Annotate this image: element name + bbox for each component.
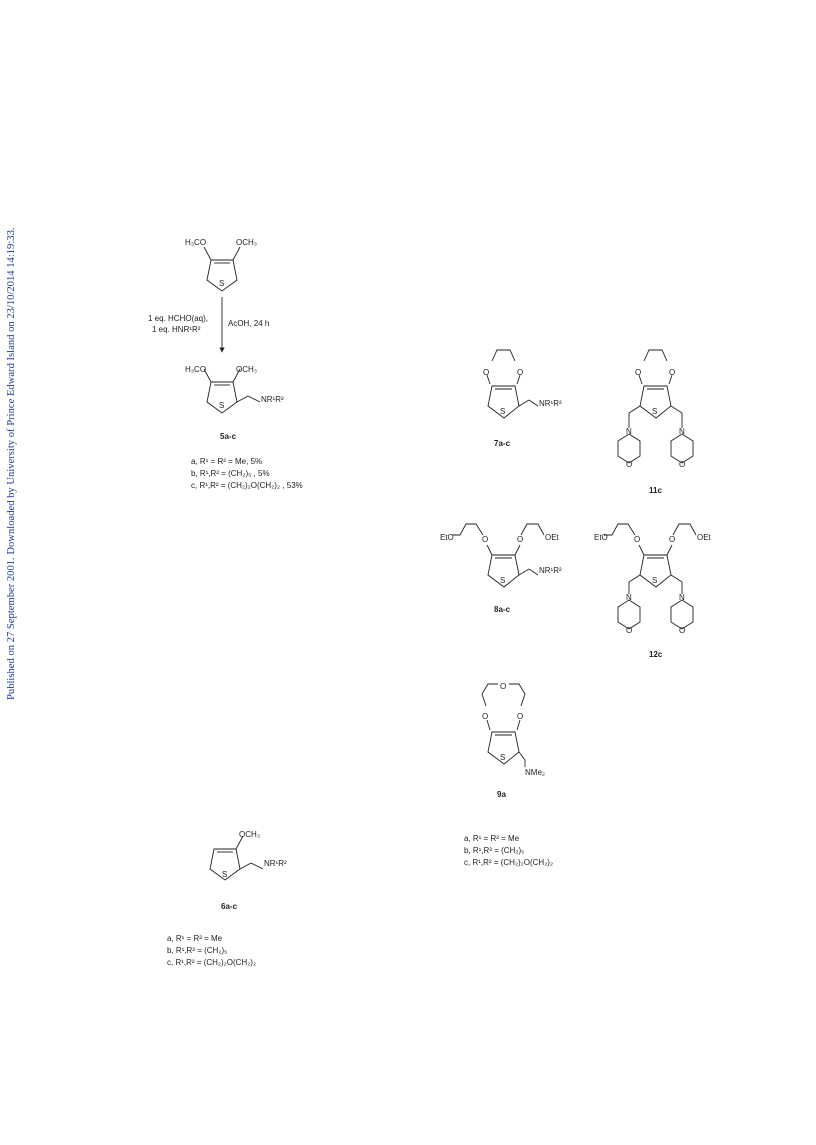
c5-amine: NR¹R² [261,395,284,404]
list-item: a, R¹ = R² = Me, 5% [191,457,263,466]
c5-och3-right: OCH₃ [236,365,258,374]
yields-5-list [191,456,303,492]
c5-och3-left: H₃CO [185,365,207,374]
c5-label: 5a-c [220,432,237,441]
c12-sulfur: S [652,576,658,585]
c6-label: 6a-c [221,902,238,911]
c11-oxygen-right: O [669,368,676,377]
compound-12-structure [594,524,712,659]
c5-sulfur: S [219,401,225,410]
list-item: b, R¹,R² = (CH₂)₅ [167,946,228,955]
c11-nitrogen-right: N [679,427,685,436]
publication-stamp: Published on 27 September 2001. Downloaded by University of Prince Edward Island on 23/10/2014 14:19:33. [6,227,17,700]
c9-oxygen-right: O [517,712,524,721]
c6-och3: OCH₃ [239,830,261,839]
c8-oxygen-right: O [517,535,524,544]
c6-amine: NR¹R² [264,859,287,868]
legend-6-list [167,933,256,969]
c12-nitrogen-right: N [679,593,685,602]
c12-oxygen-left: O [634,535,641,544]
list-item: b, R¹,R² = (CH₂)₅ , 5% [191,469,270,478]
c8-ethoxy-left: EtO [440,533,454,542]
c11-sulfur: S [652,407,658,416]
c6-sulfur: S [222,870,228,879]
c11-morpholine-o-right: O [679,460,686,469]
list-item: c, R¹,R² = (CH₂)₂O(CH₂)₂ , 53% [191,481,303,490]
c7-sulfur: S [500,407,506,416]
reaction-conditions: AcOH, 24 h [228,319,270,328]
c12-morpholine-o-right: O [679,626,686,635]
c12-nitrogen-left: N [626,593,632,602]
compound-5-structure [185,365,284,441]
c9-oxygen-left: O [482,712,489,721]
c7-amine: NR¹R² [539,399,562,408]
c8-label: 8a-c [494,605,511,614]
c8-amine: NR¹R² [539,566,562,575]
c7-oxygen-right: O [517,368,524,377]
c12-morpholine-o-left: O [626,626,633,635]
c9-label: 9a [497,790,506,799]
list-item: a, R¹ = R² = Me [167,934,223,943]
c7-oxygen-left: O [483,368,490,377]
c11-nitrogen-left: N [626,427,632,436]
list-item: c, R¹,R² = (CH₂)₂O(CH₂)₂ [167,958,257,967]
c12-ethoxy-left: EtO [594,533,608,542]
c8-oxygen-left: O [482,535,489,544]
c11-oxygen-left: O [635,368,642,377]
c8-sulfur: S [500,576,506,585]
legend-right-list [464,833,553,869]
starting-material-structure [185,238,257,291]
compound-9-structure [482,682,545,799]
reagent-line-1: 1 eq. HCHO(aq), [148,314,209,323]
compound-7-structure [483,350,562,448]
c12-label: 12c [649,650,663,659]
c8-ethoxy-right: OEt [545,533,559,542]
start-och3-left: H₃CO [185,238,207,247]
start-sulfur: S [219,279,225,288]
compound-8-structure [440,524,562,614]
c11-label: 11c [649,486,662,495]
c12-ethoxy-right: OEt [697,533,711,542]
compound-6-structure [210,830,287,911]
list-item: a, R¹ = R² = Me [464,834,520,843]
c7-label: 7a-c [494,439,511,448]
c9-amine: NMe₂ [525,768,545,777]
start-och3-right: OCH₃ [236,238,258,247]
list-item: c, R¹,R² = (CH₂)₂O(CH₂)₂ [464,858,554,867]
c12-oxygen-right: O [669,535,676,544]
c11-morpholine-o-left: O [626,460,633,469]
compound-11-structure [618,350,693,495]
list-item: b, R¹,R² = (CH₂)₅ [464,846,525,855]
reagent-line-2: 1 eq. HNR¹R² [152,325,201,334]
c9-sulfur: S [500,753,506,762]
c9-oxygen-top: O [500,682,507,691]
